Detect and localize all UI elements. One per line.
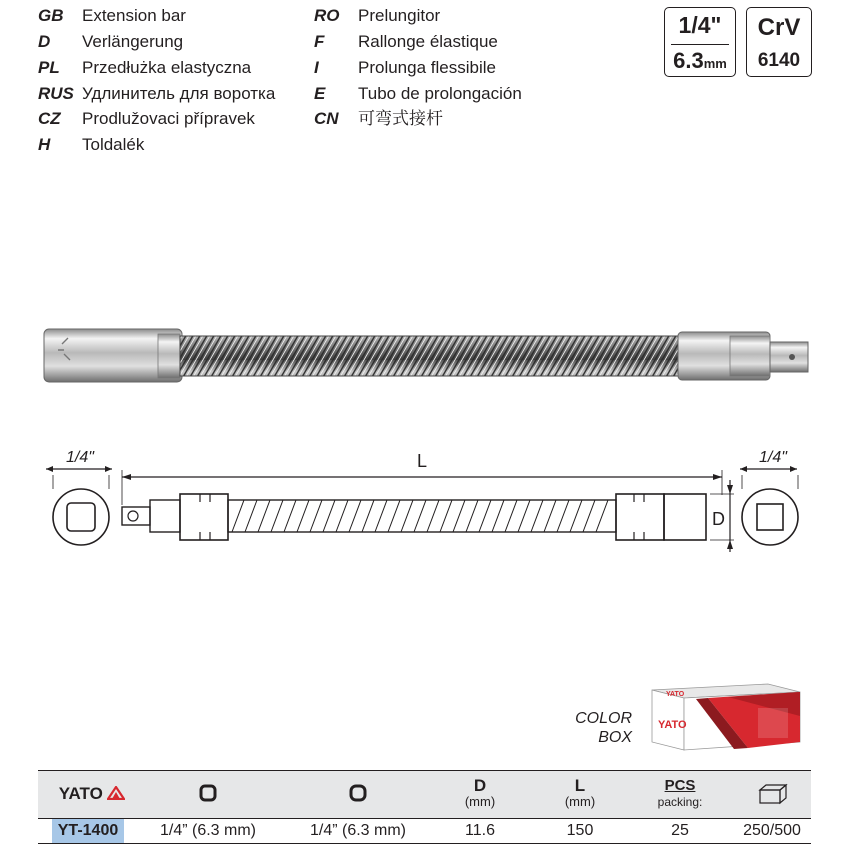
color-box-label-line2: BOX <box>598 729 632 746</box>
color-box-brand-top: YATO <box>666 691 685 698</box>
drive-in-icon <box>178 784 238 807</box>
l-value: 150 <box>566 822 594 839</box>
lang-code: CN <box>314 109 339 128</box>
lang-text: Prodlužovaci přípravek <box>82 109 255 128</box>
col-pcs-label: PCS <box>664 777 696 794</box>
left-end-label: 1/4" <box>66 449 94 466</box>
lang-text: Verlängerung <box>82 32 184 51</box>
lang-code: H <box>38 135 51 154</box>
lang-text: Prelungitor <box>358 6 441 25</box>
table-brand-text: YATO <box>58 784 103 803</box>
col-d-label: D <box>473 776 487 795</box>
drive-out-icon <box>328 784 388 807</box>
color-box-brand: YATO <box>658 719 687 731</box>
box-qty-value: 250/500 <box>743 822 801 839</box>
square-socket-icon <box>349 784 367 802</box>
lang-code: F <box>314 32 325 51</box>
drive-mm-unit: mm <box>703 56 727 71</box>
pcs-value: 25 <box>671 822 689 839</box>
lang-text: Prolunga flessibile <box>358 58 496 77</box>
lang-code: D <box>38 32 51 51</box>
lang-text: Toldalék <box>82 135 145 154</box>
col-d-unit: (mm) <box>464 794 496 809</box>
col-l-unit: (mm) <box>564 794 596 809</box>
lang-code: RUS <box>38 84 74 103</box>
lang-text: Удлинитель для воротка <box>82 84 276 103</box>
badge-divider <box>671 44 729 45</box>
color-box-label-line1: COLOR <box>575 710 632 727</box>
box-icon <box>758 783 788 805</box>
diameter-label: D <box>712 509 725 529</box>
extension-bar-photo <box>40 320 812 390</box>
product-table <box>38 770 811 843</box>
material-badge <box>746 7 812 77</box>
table-brand-logo <box>52 785 132 804</box>
yato-logo-icon <box>107 786 125 800</box>
drive-size-mm <box>665 48 735 74</box>
product-code: YT-1400 <box>52 819 124 843</box>
lang-text: Przedłużka elastyczna <box>82 58 252 77</box>
table-row <box>38 819 811 844</box>
col-d-header <box>450 777 510 809</box>
lang-code: E <box>314 84 326 103</box>
drive-mm-value: 6.3 <box>673 48 704 73</box>
col-l-label: L <box>574 776 586 795</box>
table-header <box>38 770 811 819</box>
col-pcs-sub: packing: <box>657 795 703 809</box>
drive-size-badge <box>664 7 736 77</box>
right-end-label: 1/4" <box>759 449 787 466</box>
lang-code: GB <box>38 6 64 25</box>
lang-text: Rallonge élastique <box>358 32 498 51</box>
lang-code: I <box>314 58 319 77</box>
drive-out-value: 1/4” (6.3 mm) <box>309 822 406 839</box>
material-grade: 6140 <box>757 50 801 71</box>
lang-code: CZ <box>38 109 61 128</box>
drive-size-inch: 1/4" <box>678 12 722 38</box>
square-drive-icon <box>199 784 217 802</box>
color-box-label <box>566 709 632 747</box>
col-pcs-header <box>650 777 710 809</box>
color-box-image <box>648 682 804 754</box>
lang-text: 可弯式接杆 <box>358 109 443 128</box>
lang-text: Tubo de prolongación <box>358 84 522 103</box>
lang-code: PL <box>38 58 60 77</box>
col-box-header <box>748 783 798 810</box>
drive-in-value: 1/4” (6.3 mm) <box>159 822 256 839</box>
lang-text: Extension bar <box>82 6 186 25</box>
length-label: L <box>417 451 428 471</box>
lang-code: RO <box>314 6 340 25</box>
material-name: CrV <box>757 14 801 41</box>
d-value: 11.6 <box>465 822 495 839</box>
col-l-header <box>550 777 610 809</box>
